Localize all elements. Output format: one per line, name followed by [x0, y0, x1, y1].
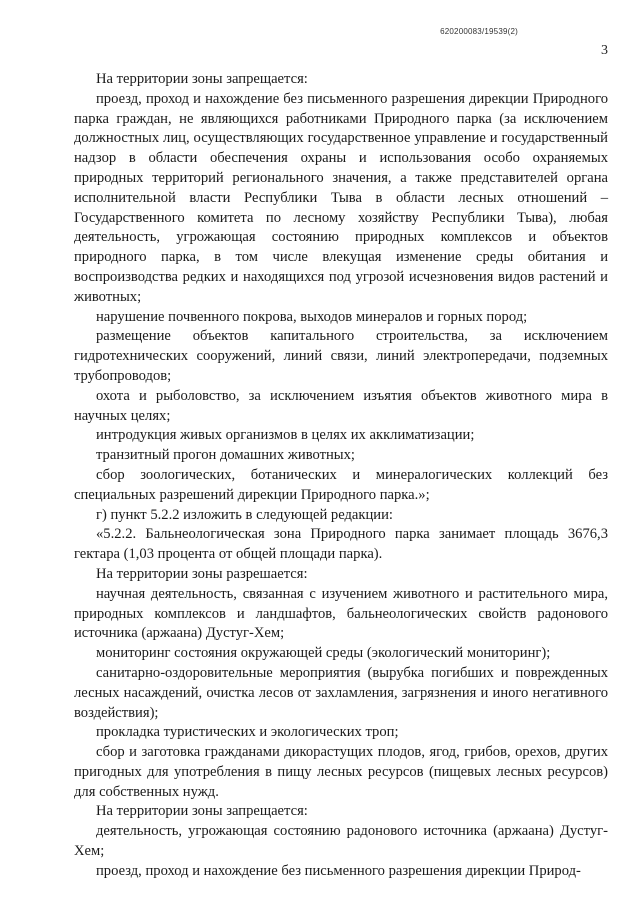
paragraph: мониторинг состояния окружающей среды (экологический мониторинг); — [96, 645, 551, 662]
paragraph: На территории зоны запрещается: — [96, 71, 308, 87]
document-id: 620200083/19539(2) — [440, 27, 518, 36]
paragraph: На территории зоны запрещается: — [96, 803, 308, 820]
paragraph: сбор и заготовка гражданами дикорастущих плодов, ягод, грибов, орехов, других пригодных для употребления в пищу лесных ресурсов (пищевых лесных ресурсов) для собственных нужд. — [74, 744, 608, 800]
paragraph: деятельность, угрожающая состоянию радонового источника (аржаана) Дустуг-Хем; — [74, 823, 608, 860]
paragraph: «5.2.2. Бальнеологическая зона Природного парка занимает площадь 3676,3 гектара (1,03 процента от общей площади парка). — [74, 526, 608, 563]
paragraph: проезд, проход и нахождение без письменного разрешения дирекции Природного парка граждан, не являющихся работниками Природного парка (за исключением должностных лиц, осуществляющих государственное управление и государственный надзор в области обеспечения охраны и использования особо охраняемых природных территорий регионального значения, а также представителей органа исполнительной власти Республики Тыва в области лесных отношений – Государственного комитета по лесному хозяйству Республики Тыва), любая деятельность, угрожающая состоянию природных комплексов и объектов природного парка, в том числе влекущая изменение среды обитания и воспроизводства редких и находящихся под угрозой исчезновения видов растений и животных; — [74, 90, 608, 305]
paragraph: интродукция живых организмов в целях их акклиматизации; — [96, 427, 475, 444]
paragraph: На территории зоны разрешается: — [96, 565, 308, 582]
paragraph: г) пункт 5.2.2 изложить в следующей редакции: — [96, 506, 393, 523]
paragraph: прокладка туристических и экологических троп; — [96, 724, 399, 741]
document-body — [74, 70, 608, 882]
paragraph: нарушение почвенного покрова, выходов минералов и горных пород; — [96, 308, 528, 325]
paragraph: проезд, проход и нахождение без письменного разрешения дирекции Природ- — [96, 862, 581, 879]
paragraph: охота и рыболовство, за исключением изъятия объектов животного мира в научных целях; — [74, 387, 608, 424]
paragraph: размещение объектов капитального строительства, за исключением гидротехнических сооружений, линий связи, линий электропередачи, подземных трубопроводов; — [74, 328, 608, 384]
page-number: 3 — [601, 43, 608, 58]
paragraph: сбор зоологических, ботанических и минералогических коллекций без специальных разрешений дирекции Природного парка.»; — [74, 466, 608, 503]
paragraph: санитарно-оздоровительные мероприятия (вырубка погибших и поврежденных лесных насаждений, очистка лесов от захламления, загрязнения и иного негативного воздействия); — [74, 664, 608, 721]
paragraph: транзитный прогон домашних животных; — [96, 447, 355, 464]
paragraph: научная деятельность, связанная с изучением животного и растительного мира, природных комплексов и ландшафтов, бальнеологических свойств радонового источника (аржаана) Дустуг-Хем; — [74, 585, 608, 642]
